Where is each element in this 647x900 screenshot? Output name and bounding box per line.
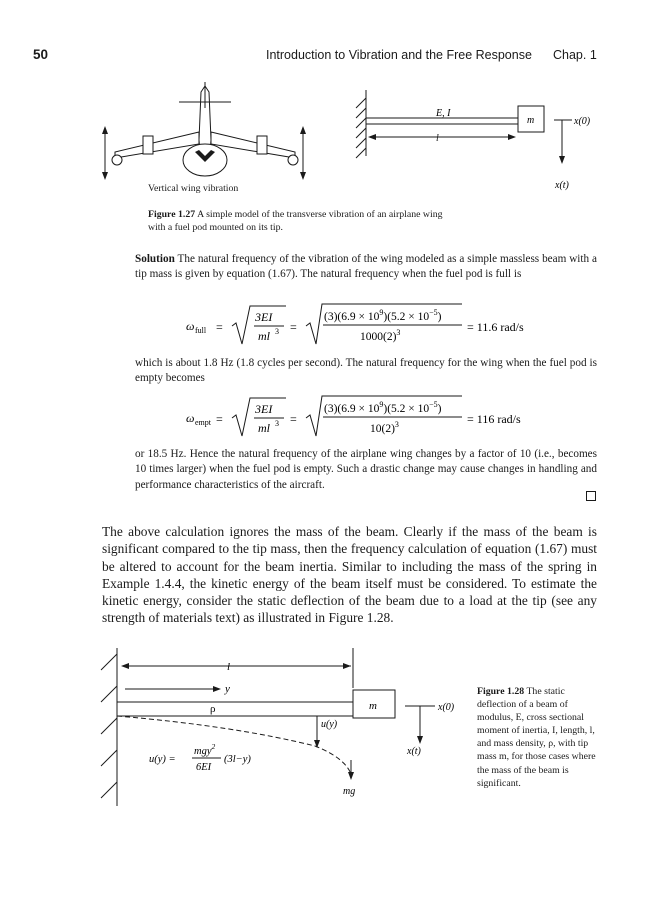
svg-text:full: full [195, 326, 207, 335]
svg-text:ml: ml [258, 421, 270, 435]
figure-128-caption [477, 685, 602, 790]
svg-text:= 11.6 rad/s: = 11.6 rad/s [467, 320, 524, 334]
svg-text:mgy2: mgy$^2$ [194, 742, 216, 757]
caption-line-2: with a fuel pod mounted on its tip. [148, 222, 283, 233]
solution-heading: Solution [135, 253, 175, 265]
fig128-x0-label: x(0) [438, 702, 455, 713]
page-number: 50 [33, 47, 49, 62]
svg-text:=: = [216, 412, 223, 426]
svg-text:6EI: 6EI [196, 762, 212, 773]
svg-text:ω: ω [186, 319, 195, 333]
svg-text:ω: ω [186, 411, 195, 425]
chapter-label: Chap. 1 [553, 48, 597, 62]
svg-text:empt: empt [195, 418, 211, 427]
svg-text:1000(2)3: $1000(2)^3$ [360, 328, 401, 343]
svg-text:(3)(6.9 × 109)(5.2 × 10−5): $(3)(6.9 \times 10^9)(5.2 \times 10^{-5})$ [324, 400, 442, 415]
equation-full [180, 302, 600, 350]
solution-paragraph-1 [135, 252, 597, 283]
solution-paragraph-3: or 18.5 Hz. Hence the natural frequency of the airplane wing changes by a factor of 10 (i.e., becomes 10 times larger) when the fuel pod is empty. Such a drastic change may cause changes in handling and performance characteristics of the aircraft. [135, 448, 597, 491]
main-paragraph: The above calculation ignores the mass of the beam. Clearly if the mass of the beam is significant compared to the tip mass, then the frequency calculation of equation (1.67) must be altered to account for the beam inertia. Similar to including the mass of the spring in Example 1.4.4, the kinetic energy of the beam itself must be considered. To estimate the kinetic energy, consider the static deflection of the beam due to a load at the tip (see any strength of materials text) as illustrated in Figure 1.28. [102, 524, 597, 626]
beam-diagram-128 [95, 648, 475, 808]
fig128-y-label: y [225, 683, 230, 695]
svg-text:ml: ml [258, 329, 270, 343]
svg-text:(3l−y): (3l−y) [224, 754, 251, 765]
x0-label: x(0) [574, 116, 591, 127]
svg-text:=: = [290, 320, 297, 334]
beam-length-label: l [436, 133, 439, 144]
fig128-formula-lhs: u(y) = [149, 754, 176, 765]
svg-text:=: = [216, 320, 223, 334]
svg-text:3: 3 [275, 327, 279, 336]
xt-label: x(t) [555, 180, 569, 191]
airplane-drawing [95, 80, 320, 190]
fig128-uy-label: u(y) [321, 719, 338, 730]
figure-128-caption-text: The static deflection of a beam of modulus, E, cross sectional moment of inertia, I, length, l, and mass density, ρ, with tip mass m, for those cases where the mass of the beam is significant. [477, 686, 596, 789]
fig128-xt-label: x(t) [407, 746, 421, 757]
airplane-caption-label: Vertical wing vibration [148, 183, 239, 194]
fig128-length-label: l [227, 661, 231, 673]
fig128-mg-label: mg [343, 786, 356, 797]
figure-128-number: Figure 1.28 [477, 686, 525, 697]
fig128-mass-label: m [369, 700, 377, 712]
figure-127-caption [148, 208, 548, 234]
solution-text: The natural frequency of the vibration of the wing modeled as a simple massless beam with a tip mass is given by equation (1.67). The natural frequency when the fuel pod is full is [135, 253, 597, 281]
svg-text:10(2)3: $10(2)^3$ [370, 420, 399, 435]
running-title: Introduction to Vibration and the Free Response [266, 48, 532, 62]
figure-127-number: Figure 1.27 [148, 209, 196, 220]
svg-text:= 116 rad/s: = 116 rad/s [467, 412, 521, 426]
qed-square-icon [586, 491, 596, 501]
fig128-rho-label: ρ [210, 703, 216, 715]
caption-line-1: A simple model of the transverse vibration of an airplane wing [197, 209, 443, 220]
tip-mass-label: m [527, 115, 535, 126]
svg-text:=: = [290, 412, 297, 426]
solution-paragraph-2: which is about 1.8 Hz (1.8 cycles per second). The natural frequency for the wing when the fuel pod is empty becomes [135, 357, 597, 385]
equation-empty [180, 394, 600, 442]
svg-text:3EI: 3EI [255, 402, 273, 416]
svg-text:3EI: 3EI [255, 310, 273, 324]
svg-text:(3)(6.9 × 109)(5.2 × 10−5): $(3)(6.9 \times 10^9)(5.2 \times 10^{-5})$ [324, 308, 442, 323]
beam-ei-label: E, I [436, 108, 451, 119]
svg-text:3: 3 [275, 419, 279, 428]
beam-diagram-127 [350, 88, 610, 200]
